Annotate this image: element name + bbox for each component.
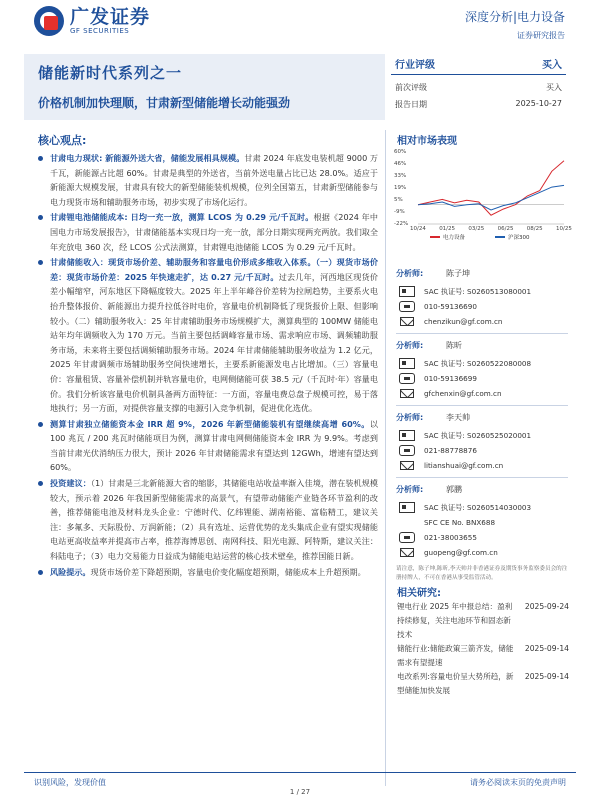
footer-divider: [24, 772, 576, 773]
logo-mark-icon: [34, 6, 64, 36]
series-title: 储能新时代系列之一: [38, 64, 183, 82]
analyst-name: 郭鹏: [446, 485, 462, 494]
report-title: 价格机制加快理顺，甘肃新型储能增长动能强劲: [38, 96, 291, 110]
y-tick-label: 33%: [394, 173, 407, 179]
report-date-value: 2025-10-27: [515, 99, 562, 108]
related-research-list: [397, 600, 569, 698]
id-card-icon: [399, 430, 415, 441]
x-tick-label: 10/24: [410, 226, 426, 232]
analyst-label: 分析师:: [396, 269, 424, 278]
bullet-head: 甘肃电力现状: 新能源外送大省，储能发展相具规模。: [50, 153, 245, 163]
analyst-label: 分析师:: [396, 485, 424, 494]
bullet-item: [38, 151, 378, 209]
analyst-email[interactable]: chenzikun@gf.com.cn: [424, 317, 503, 326]
company-logo: [34, 6, 150, 36]
analyst-sfc: SFC CE No. BNX688: [424, 518, 496, 527]
analyst-name: 李天帅: [446, 413, 470, 422]
y-tick-label: -22%: [394, 221, 409, 227]
report-subtype: 证券研究报告: [517, 31, 565, 40]
analyst-name: 陈昕: [446, 341, 462, 350]
footer-disclaimer: 请务必阅读末页的免责声明: [470, 778, 566, 787]
x-tick-label: 08/25: [526, 226, 543, 232]
analyst-email[interactable]: litianshuai@gf.com.cn: [424, 461, 504, 470]
related-item[interactable]: [397, 600, 569, 642]
legend-label: 沪深300: [508, 235, 530, 241]
analyst-name: 陈子坤: [446, 269, 470, 278]
analyst-sac: SAC 执证号: S0260525020001: [424, 430, 532, 440]
analyst-list: [396, 268, 568, 583]
bullet-head: 投资建议：: [50, 478, 91, 489]
phone-icon: [399, 301, 415, 312]
performance-chart-svg: [394, 148, 568, 230]
core-views: [38, 151, 378, 580]
core-views-title: 核心观点:: [38, 134, 87, 147]
report-header-right: [465, 8, 565, 41]
page-number: 1 / 27: [289, 788, 311, 796]
bullet-body: 甘肃 2024 年底发电装机超 9000 万千瓦，新能源占比超 60%。甘肃是典型的外送省，当前外送电量占比已达 28.0%。适应于新能源大规模发展，甘肃具有较大的新型储能装机规模，位列全国第五，甘肃新型储能参与电力现货市场和辅助服务市场，初步实现了市场化运行。: [50, 153, 378, 207]
bullet-head: 甘肃储能收入：现货市场价差、辅助服务和容量电价形成多维收入体系。（一）现货市场价差：现货市场价差：2025 年快速走扩，达 0.27 元/千瓦时。: [50, 257, 378, 282]
analyst-sac: SAC 执证号: S0260522080008: [424, 358, 532, 368]
analyst-sac: SAC 执证号: S0260513080001: [424, 286, 532, 296]
rating-label: 行业评级: [395, 60, 435, 71]
rating-box: [391, 56, 566, 110]
logo-en-text: GF SECURITIES: [70, 27, 130, 35]
mail-icon: [400, 389, 414, 398]
prev-rating-value: 买入: [546, 83, 562, 92]
analyst-divider: [396, 333, 568, 334]
relative-performance-chart: [394, 148, 572, 246]
analyst-block: [396, 484, 568, 560]
report-type: 深度分析|电力设备: [464, 10, 565, 24]
x-tick-label: 10/25: [556, 226, 572, 232]
related-item-date: 2025-09-24: [524, 602, 569, 611]
bullet-item: [38, 255, 378, 416]
bullet-head: 风险提示。: [50, 566, 91, 577]
relative-performance-title: 相对市场表现: [397, 136, 457, 147]
analyst-email[interactable]: guopeng@gf.com.cn: [424, 548, 498, 557]
legend-item-index: [495, 233, 530, 241]
related-item-date: 2025-09-14: [524, 672, 569, 681]
bullet-head: 测算甘肃独立储能资本金 IRR 超 9%，2026 年新型储能装机有望继续高增 60%。: [50, 418, 370, 429]
analyst-label: 分析师:: [396, 341, 424, 350]
legend-item-sector: [430, 233, 465, 241]
related-item-title[interactable]: 电改系列:容量电价呈大势所趋，新型储能加快发展: [397, 672, 514, 695]
analyst-block: [396, 340, 568, 401]
analyst-sac: SAC 执证号: S0260514030003: [424, 502, 532, 512]
chart-legend: [430, 233, 560, 241]
y-tick-label: 5%: [394, 197, 403, 203]
x-tick-label: 01/25: [439, 226, 456, 232]
legend-label: 电力设备: [443, 235, 466, 241]
x-tick-label: 03/25: [468, 226, 485, 232]
x-tick-label: 06/25: [497, 226, 514, 232]
bullet-item: [38, 210, 378, 254]
bullet-body: 根据《2024 年中国电力市场发展报告》，甘肃储能基本实现日均一充一放，部分日期实现两充两放。我们取全年充放电 360 次，经 LCOS 公式法测算，甘肃锂电池储能 LCOS 为 0.29 元/千瓦时。: [50, 212, 379, 252]
analyst-phone: 010-59136690: [424, 302, 477, 311]
phone-icon: [399, 532, 415, 543]
logo-cn-text: 广发证券: [70, 6, 151, 28]
bullet-item: [38, 565, 378, 580]
y-tick-label: 46%: [394, 161, 407, 167]
analyst-phone: 021-38003655: [424, 533, 477, 542]
related-item-title[interactable]: 储能行业:储能政策三箭齐发，储能需求有望提速: [397, 644, 514, 667]
related-research-title: 相关研究:: [397, 588, 441, 599]
bullet-item: [38, 476, 378, 564]
mail-icon: [400, 317, 414, 326]
analyst-label: 分析师:: [396, 413, 424, 422]
bullet-body: （1）甘肃是三北新能源大省的缩影，其储能电站收益率渐入佳境，潜在装机规模较大，预示着 2026 年我国新型储能需求的高景气，有望带动储能产业链各环节盈利的改善，推荐储能电池及材料龙头企业：宁德时代、亿纬锂能、湖南裕能、富临精工，建议关注：多氟多、天际股份、万润新能；（2）具有选址、运营优势的龙头集成企业有望实现储能电站更高收益率并提高市占率，推荐海博思创、南网科技、阳光电源、阿特斯，建议关注：科陆电子；（3）电力交易能力日益成为储能电站运营的核心技术壁垒，推荐国能日新。: [50, 478, 378, 562]
analyst-disclaimer-note: 请注意，陈子坤,陈昕,李天帅并非香港证券及期货事务监察委员会的注册持牌人，不可在香港从事受监管活动。: [396, 566, 568, 581]
bullet-head: 甘肃锂电池储能成本: 日均一充一放，测算 LCOS 为 0.29 元/千瓦时。: [50, 212, 314, 223]
related-item[interactable]: [397, 642, 569, 670]
analyst-divider: [396, 477, 568, 478]
rating-value: 买入: [542, 60, 562, 71]
analyst-block: [396, 412, 568, 473]
id-card-icon: [399, 358, 415, 369]
y-tick-label: 60%: [394, 149, 407, 155]
prev-rating-label: 前次评级: [395, 83, 427, 92]
y-tick-label: -9%: [394, 209, 405, 215]
report-date-label: 报告日期: [395, 100, 427, 109]
column-divider: [385, 130, 386, 786]
related-item-date: 2025-09-14: [524, 644, 569, 653]
mail-icon: [400, 548, 414, 557]
analyst-block: [396, 268, 568, 329]
id-card-icon: [399, 286, 415, 297]
mail-icon: [400, 461, 414, 470]
analyst-email[interactable]: gfchenxin@gf.com.cn: [424, 389, 502, 398]
analyst-divider: [396, 405, 568, 406]
analyst-phone: 021-88778876: [424, 446, 477, 455]
phone-icon: [399, 445, 415, 456]
id-card-icon: [399, 502, 415, 513]
legend-swatch: [495, 236, 505, 238]
series-line-index: [418, 185, 564, 210]
series-line-sector: [418, 161, 564, 215]
bullet-body: 以 100 兆瓦 / 200 兆瓦时储能项目为例，测算甘肃电网侧储能资本金 IRR 为 9.9%。考虑到当前甘肃光伏消纳压力很大，预计 2026 年甘肃储能需求有望达到 12GWh，增速有望达到 60%。: [50, 418, 378, 473]
phone-icon: [399, 373, 415, 384]
bullet-item: [38, 417, 378, 475]
legend-swatch: [430, 236, 440, 238]
footer-slogan: 识别风险，发现价值: [34, 778, 106, 787]
related-item[interactable]: [397, 670, 569, 698]
bullet-body: 现货市场价差下降超预期，容量电价变化幅度超预期，储能成本上升超预期。: [90, 566, 366, 577]
y-tick-label: 19%: [394, 185, 407, 191]
bullet-body: 过去几年，河西地区现货价差小幅缩窄，河东地区下降幅度较大。2025 年上半年峰谷价差转为拉闸趋势，主要系火电抬升整体报价、新能源出力提升拉低谷时电价，容量电价机制降低了现货报价上限、但影响较小。（二）辅助服务收入：25 年甘肃辅助服务市场规模扩大，测算典型的 100MW 储能电站年均年调频收入为 170 万元。当前主要包括调峰容量市场、需求响应市场、调频辅助服务市场，未来将主要包括调频辅助服务市场。2024 年甘肃储能辅助服务收益为 1.2 亿元，2025 年甘肃调频市场辅助服务空间快速增长，主要系新能源发电占比增加。（三）容量电价：容量租赁、容量补偿机制并轨容量电价，电网侧储能可获 38.5 元/（千瓦时·年）容量电价。我们分析该容量电价机制具备两方面特征：一方面，容量电费总盘子规模可控，易于落地执行；另一方面，对提供容量支撑的电源引入竞争机制，促进优化选优。: [50, 271, 378, 414]
related-item-title[interactable]: 锂电行业 2025 年中报总结：盈利持续修复，关注电池环节和固态新技术: [397, 602, 513, 639]
analyst-phone: 010-59136699: [424, 374, 477, 383]
